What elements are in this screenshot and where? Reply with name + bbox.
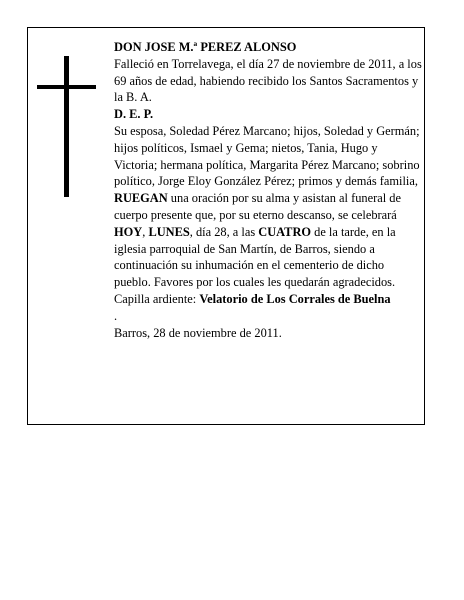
chapel-end: . [114, 308, 118, 323]
request-text-1: una oración por su alma y asistan al funeral de cuerpo presente que, por su eterno descanso, se celebrará [114, 191, 401, 222]
chapel-label: Capilla ardiente: [114, 291, 200, 306]
request-lunes: LUNES [148, 224, 190, 239]
funeral-request [114, 190, 422, 291]
request-text-3: , día 28, a las [189, 224, 259, 239]
chapel-line [114, 291, 422, 308]
request-text-2: , [142, 224, 149, 239]
family-list: Su esposa, Soledad Pérez Marcano; hijos, Soledad y Germán; hijos políticos, Ismael y Gema; nietos, Tania, Hugo y Victoria; hermana política, Margarita Pérez Marcano; sobrino político, Jorge Eloy González Pérez; primos y demás familia, [114, 123, 420, 189]
cross-icon [64, 56, 69, 197]
request-text-4: de la tarde, en la iglesia parroquial de San Martín, de Barros, siendo a continuación su inhumación en el cementerio de dicho pueblo. Favores por los cuales les quedarán agradecidos. [114, 224, 396, 290]
dep-label: D. E. P. [114, 107, 154, 122]
request-ruegan: RUEGAN [114, 191, 168, 206]
place-date: Barros, 28 de noviembre de 2011. [114, 325, 282, 340]
request-hoy: HOY [114, 224, 143, 239]
chapel-venue: Velatorio de Los Corrales de Buelna [199, 291, 391, 306]
obituary-text [114, 39, 422, 341]
death-notice: Falleció en Torrelavega, el día 27 de noviembre de 2011, a los 69 años de edad, habiendo recibido los Santos Sacramentos y la B. A. [114, 56, 422, 105]
deceased-name: DON JOSE M.ª PEREZ ALONSO [114, 40, 297, 54]
request-cuatro: CUATRO [258, 224, 312, 239]
cross-icon-crossbar [37, 85, 96, 89]
